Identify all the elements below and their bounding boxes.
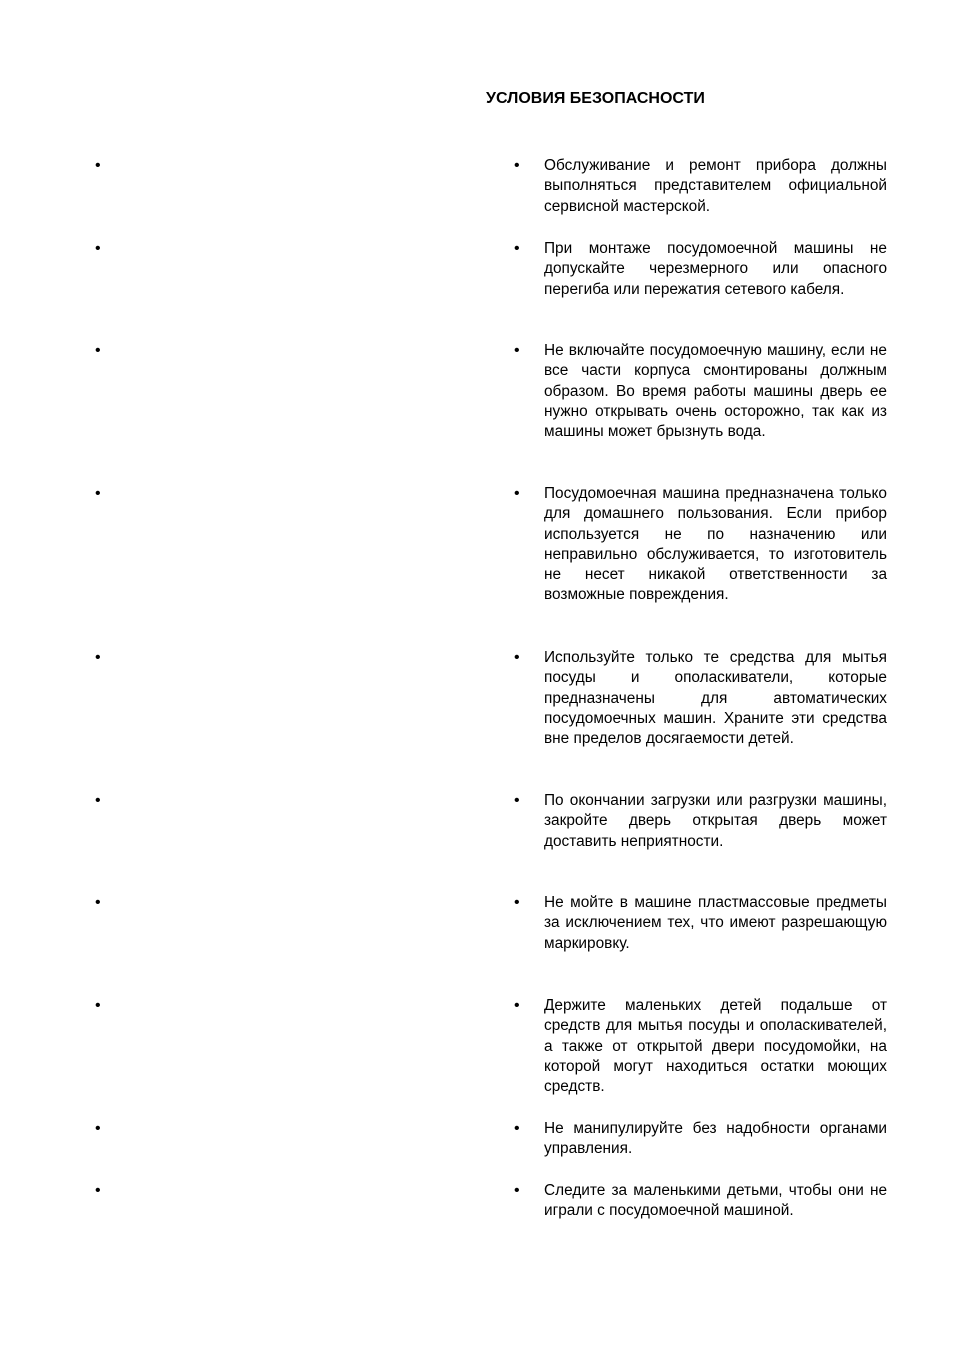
left-bullet-3: •: [95, 342, 101, 359]
bullet: •: [514, 240, 520, 257]
list-item-text: Не включайте посудомоечную машину, если не все части корпуса смонтированы должным образом. Во время работы машины дверь ее нужно открывать очень осторожно, так как из машины может брызнуть вода.: [544, 342, 887, 441]
bullet: •: [514, 1182, 520, 1199]
bullet: •: [514, 894, 520, 911]
left-bullet-9: •: [95, 1120, 101, 1137]
list-item: [514, 239, 887, 300]
bullet: •: [514, 485, 520, 502]
left-bullet-1: •: [95, 157, 101, 174]
list-item-text: Не манипулируйте без надобности органами управления.: [544, 1120, 887, 1158]
list-item: [514, 1119, 887, 1160]
list-item-text: Обслуживание и ремонт прибора должны выполняться представителем официальной сервисной мастерской.: [544, 157, 887, 215]
bullet: •: [514, 342, 520, 359]
list-item: [514, 156, 887, 217]
list-item: [514, 341, 887, 442]
left-bullet-7: •: [95, 894, 101, 911]
bullet: •: [514, 792, 520, 809]
left-bullet-5: •: [95, 649, 101, 666]
left-bullet-6: •: [95, 792, 101, 809]
list-item: [514, 893, 887, 954]
list-item-text: Используйте только те средства для мытья посуды и ополаскиватели, которые предназначены для автоматических посудомоечных машин. Храните эти средства вне пределов досягаемости детей.: [544, 649, 887, 748]
list-item-text: Не мойте в машине пластмассовые предметы за исключением тех, что имеют разрешающую маркировку.: [544, 894, 887, 952]
bullet: •: [514, 997, 520, 1014]
left-bullet-8: •: [95, 997, 101, 1014]
bullet: •: [514, 649, 520, 666]
list-item-text: При монтаже посудомоечной машины не допускайте черезмерного или опасного перегиба или пережатия сетевого кабеля.: [544, 240, 887, 298]
list-item: [514, 791, 887, 852]
list-item-text: По окончании загрузки или разгрузки машины, закройте дверь открытая дверь может доставить неприятности.: [544, 792, 887, 850]
list-item: [514, 1181, 887, 1222]
list-item-text: Следите за маленькими детьми, чтобы они не играли с посудомоечной машиной.: [544, 1182, 887, 1220]
list-item-text: Держите маленьких детей подальше от средств для мытья посуды и ополаскивателей, а также от открытой двери посудомойки, на которой могут находиться остатки моющих средств.: [544, 997, 887, 1096]
left-bullet-4: •: [95, 485, 101, 502]
page-title: УСЛОВИЯ БЕЗОПАСНОСТИ: [486, 90, 705, 107]
bullet: •: [514, 157, 520, 174]
list-item: [514, 996, 887, 1097]
left-bullet-2: •: [95, 240, 101, 257]
list-item: [514, 648, 887, 749]
list-item-text: Посудомоечная машина предназначена только для домашнего пользования. Если прибор используется не по назначению или неправильно обслуживается, то изготовитель не несет никакой ответственности за возможные повреждения.: [544, 485, 887, 604]
left-bullet-10: •: [95, 1182, 101, 1199]
bullet: •: [514, 1120, 520, 1137]
list-item: [514, 484, 887, 606]
